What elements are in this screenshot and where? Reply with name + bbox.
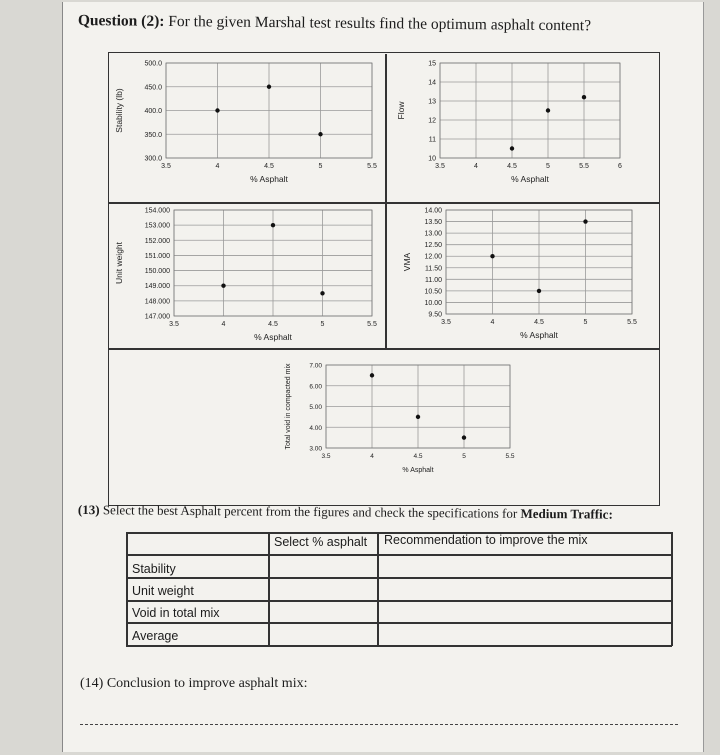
- flow-ylabel: Flow: [396, 101, 406, 120]
- spec-table: [126, 532, 672, 646]
- void-chart: [276, 355, 526, 480]
- unit_weight-ytick: 149.000: [144, 283, 170, 291]
- unit_weight-ytick: 151.000: [144, 252, 170, 260]
- vma-xtick: 4: [490, 319, 495, 326]
- input-stability-recommendation[interactable]: [379, 556, 670, 576]
- flow-ytick: 12: [428, 117, 436, 125]
- vma-ytick: 10.50: [424, 288, 442, 296]
- input-unit-weight-percent[interactable]: [270, 579, 376, 599]
- flow-ytick: 15: [428, 60, 436, 68]
- void-ytick: 6.00: [309, 383, 322, 391]
- unit_weight-ytick: 147.000: [144, 313, 170, 321]
- vma-chart: [390, 204, 650, 344]
- stability-ytick: 500.0: [144, 60, 162, 68]
- stability-xlabel: % Asphalt: [250, 174, 288, 184]
- input-average-percent[interactable]: [270, 624, 376, 644]
- vma-xtick: 4.5: [534, 319, 544, 326]
- input-average-recommendation[interactable]: [379, 624, 670, 644]
- flow-xtick: 4: [474, 163, 478, 170]
- void-xtick: 5.5: [505, 453, 515, 460]
- stability-xtick: 3.5: [161, 163, 171, 170]
- spec-row-stability: Stability: [132, 562, 176, 576]
- unit-weight-chart: [108, 204, 378, 344]
- void-ytick: 5.00: [309, 404, 322, 411]
- input-void-percent[interactable]: [270, 602, 376, 621]
- void-xtick: 4: [370, 453, 374, 460]
- unit_weight-point: [271, 223, 275, 227]
- void-ylabel: Total void in compacted mix: [285, 363, 292, 450]
- unit_weight-xtick: 5.5: [367, 321, 377, 328]
- void-svg: [276, 355, 526, 480]
- vma-ytick: 13.50: [424, 219, 442, 227]
- stability-xtick: 4: [215, 163, 220, 170]
- void-xtick: 4.5: [413, 453, 423, 460]
- charts-divider-row2: [108, 348, 660, 350]
- vma-point: [583, 219, 587, 223]
- stability-ytick: 300.0: [144, 155, 162, 163]
- q13-text-bold: Medium Traffic:: [520, 505, 613, 522]
- vma-ytick: 10.00: [424, 299, 442, 307]
- void-point: [462, 435, 466, 439]
- question-text: For the given Marshal test results find the optimum asphalt content?: [168, 12, 592, 35]
- spec-row-void: Void in total mix: [132, 606, 220, 620]
- void-point: [416, 415, 420, 419]
- unit_weight-ytick: 150.000: [144, 268, 170, 276]
- flow-svg: [390, 55, 650, 200]
- spec-header-percent: Select % asphalt: [274, 535, 368, 549]
- input-stability-percent[interactable]: [270, 556, 376, 576]
- stability-svg: [108, 55, 378, 200]
- unit_weight-ytick: 154.000: [144, 207, 170, 215]
- unit_weight-point: [320, 291, 324, 295]
- unit_weight-xtick: 5: [320, 321, 325, 328]
- q13-text: Select the best Asphalt percent from the figures and check the specifications for: [102, 502, 518, 521]
- unit_weight-ytick: 152.000: [144, 237, 170, 245]
- void-xlabel: % Asphalt: [402, 467, 434, 474]
- void-point: [370, 373, 374, 377]
- vma-xtick: 5: [583, 319, 588, 326]
- vma-ytick: 11.50: [425, 265, 442, 273]
- unit_weight-point: [221, 284, 225, 288]
- stability-ytick: 400.0: [144, 108, 162, 115]
- unit_weight-xtick: 4.5: [268, 321, 278, 328]
- flow-xtick: 6: [618, 163, 622, 170]
- stability-ylabel: Stability (lb): [114, 88, 124, 133]
- spec-header-recommendation: Recommendation to improve the mix: [384, 533, 588, 547]
- question-number: Question (2):: [77, 12, 165, 30]
- flow-xtick: 3.5: [435, 163, 445, 170]
- spec-row-unit-weight: Unit weight: [132, 584, 194, 598]
- flow-point: [510, 146, 514, 150]
- unit_weight-xtick: 3.5: [169, 321, 179, 328]
- flow-plot-frame: [440, 63, 620, 158]
- flow-xtick: 5: [546, 163, 550, 170]
- flow-xtick: 4.5: [507, 163, 517, 170]
- flow-chart: [390, 55, 650, 200]
- stability-chart: [108, 55, 378, 200]
- unit_weight-xtick: 4: [221, 321, 226, 328]
- stability-xtick: 4.5: [264, 163, 274, 170]
- vma-xlabel: % Asphalt: [520, 330, 558, 340]
- vma-svg: [390, 204, 650, 344]
- stability-point: [267, 85, 271, 89]
- stability-point: [215, 108, 219, 112]
- void-ytick: 7.00: [309, 362, 322, 370]
- flow-point: [546, 108, 550, 112]
- void-xtick: 5: [462, 453, 466, 460]
- input-unit-weight-recommendation[interactable]: [379, 579, 670, 599]
- question-14: (14) Conclusion to improve asphalt mix:: [80, 676, 308, 691]
- unit_weight-svg: [108, 204, 378, 344]
- flow-ytick: 11: [428, 136, 436, 144]
- q13-number: (13): [77, 502, 100, 518]
- stability-ytick: 350.0: [144, 131, 162, 139]
- void-ytick: 4.00: [309, 424, 322, 432]
- stability-xtick: 5.5: [367, 163, 377, 170]
- unit_weight-xlabel: % Asphalt: [254, 332, 292, 342]
- void-xtick: 3.5: [321, 453, 331, 460]
- input-void-recommendation[interactable]: [379, 602, 670, 621]
- answer-line[interactable]: [80, 724, 678, 725]
- flow-point: [582, 95, 586, 99]
- stability-ytick: 450.0: [144, 84, 162, 92]
- unit_weight-ytick: 148.000: [144, 298, 170, 306]
- unit_weight-ytick: 153.000: [144, 222, 170, 230]
- flow-xtick: 5.5: [579, 163, 589, 170]
- stability-xtick: 5: [318, 163, 323, 170]
- vma-ylabel: VMA: [402, 252, 412, 272]
- spec-row-average: Average: [132, 629, 179, 643]
- void-ytick: 3.00: [309, 445, 322, 453]
- flow-ytick: 14: [428, 79, 436, 87]
- unit_weight-ylabel: Unit weight: [114, 241, 124, 285]
- vma-ytick: 9.50: [428, 311, 442, 319]
- vma-ytick: 12.50: [424, 242, 442, 250]
- vma-ytick: 12.00: [424, 253, 442, 261]
- vma-point: [490, 254, 494, 258]
- vma-xtick: 3.5: [441, 319, 451, 326]
- flow-ytick: 13: [428, 98, 436, 106]
- stability-point: [318, 132, 322, 136]
- vma-ytick: 14.00: [424, 207, 442, 215]
- vma-point: [537, 289, 541, 293]
- flow-xlabel: % Asphalt: [511, 174, 549, 184]
- vma-ytick: 13.00: [424, 230, 442, 238]
- vma-ytick: 11.00: [425, 276, 442, 284]
- vma-xtick: 5.5: [627, 319, 637, 326]
- flow-ytick: 10: [428, 155, 436, 163]
